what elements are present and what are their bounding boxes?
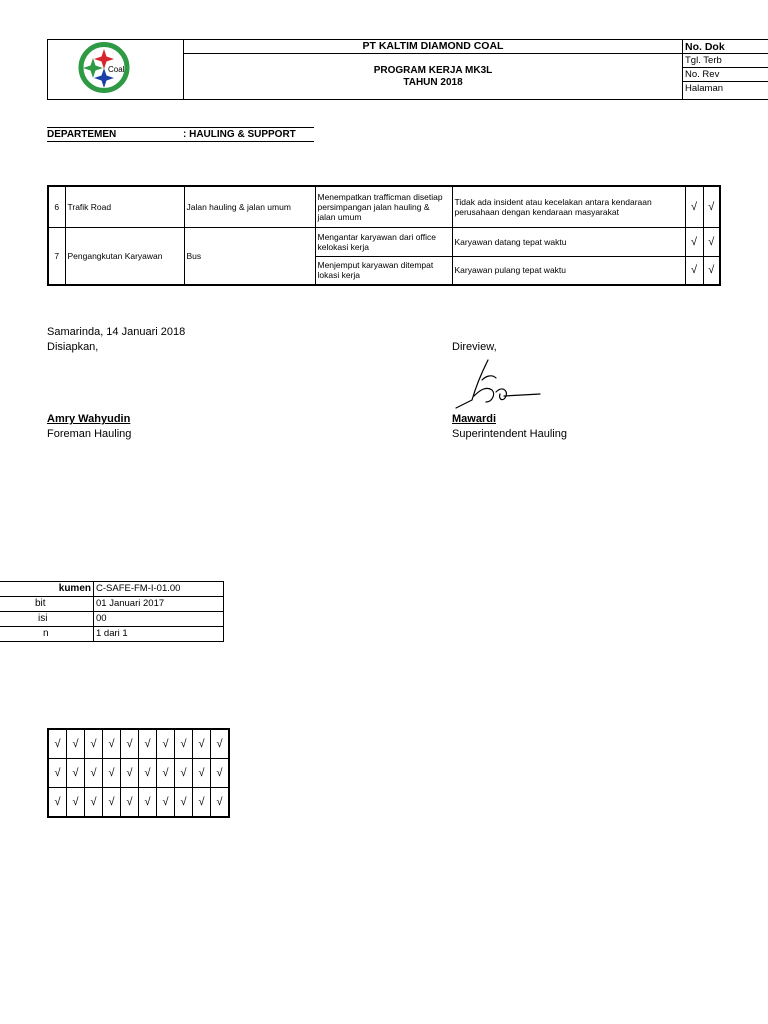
check-mark: √ (121, 729, 139, 759)
action-cell: Menempatkan trafficman disetiap persimpangan jalan hauling & jalan umum (315, 186, 452, 227)
check-mark: √ (48, 729, 67, 759)
table-row (0, 612, 224, 627)
check-mark: √ (67, 788, 85, 818)
check-mark: √ (175, 788, 193, 818)
program-title-line1: PROGRAM KERJA MK3L (373, 65, 493, 76)
table-row (48, 788, 229, 818)
document-header (47, 39, 768, 100)
target-cell: Karyawan pulang tepat waktu (452, 256, 685, 285)
table-row (48, 759, 229, 788)
doc-info-value: C-SAFE-FM-I-01.00 (94, 582, 224, 597)
check-mark: √ (157, 729, 175, 759)
logo-text: Coal (108, 65, 125, 74)
row-number: 6 (48, 186, 65, 227)
activity-cell: Pengangkutan Karyawan (65, 227, 184, 285)
doc-info-label: bit (0, 597, 94, 612)
check-mark: √ (103, 729, 121, 759)
check-mark: √ (139, 788, 157, 818)
doc-info-label: n (0, 627, 94, 642)
check-mark: √ (157, 788, 175, 818)
check-mark: √ (703, 227, 720, 256)
check-mark: √ (139, 729, 157, 759)
check-mark: √ (85, 759, 103, 788)
doc-info-value: 00 (94, 612, 224, 627)
reviewer-signature (452, 356, 544, 410)
check-mark: √ (121, 788, 139, 818)
doc-info-label: isi (0, 612, 94, 627)
preparer-name: Amry Wahyudin (47, 413, 131, 425)
check-mark: √ (211, 788, 230, 818)
check-mark: √ (121, 759, 139, 788)
check-mark: √ (48, 788, 67, 818)
check-mark: √ (685, 227, 703, 256)
check-mark: √ (139, 759, 157, 788)
place-date: Samarinda, 14 Januari 2018 (47, 326, 186, 338)
department-label: DEPARTEMEN (47, 129, 117, 140)
company-name: PT KALTIM DIAMOND COAL (184, 40, 682, 54)
reviewed-label: Direview, (452, 341, 497, 353)
check-mark: √ (685, 256, 703, 285)
doc-info-value: 1 dari 1 (94, 627, 224, 642)
location-cell: Jalan hauling & jalan umum (184, 186, 315, 227)
check-mark: √ (85, 788, 103, 818)
table-row (0, 582, 224, 597)
target-cell: Karyawan datang tepat waktu (452, 227, 685, 256)
location-cell: Bus (184, 227, 315, 285)
check-mark: √ (67, 759, 85, 788)
company-logo (48, 40, 184, 99)
check-mark: √ (85, 729, 103, 759)
check-mark: √ (211, 729, 230, 759)
document-info-table (0, 581, 224, 642)
check-mark: √ (157, 759, 175, 788)
check-grid (47, 728, 230, 818)
action-cell: Mengantar karyawan dari office kelokasi kerja (315, 227, 452, 256)
check-mark: √ (685, 186, 703, 227)
issue-date-label: Tgl. Terb (683, 54, 768, 68)
revision-label: No. Rev (683, 68, 768, 82)
document-meta-labels (682, 40, 768, 99)
preparer-title: Foreman Hauling (47, 428, 132, 440)
table-row (0, 597, 224, 612)
check-mark: √ (193, 788, 211, 818)
reviewer-title: Superintendent Hauling (452, 428, 567, 440)
doc-number-label: No. Dok (683, 40, 768, 54)
department-line (47, 127, 314, 142)
check-mark: √ (103, 788, 121, 818)
program-title (184, 54, 682, 99)
check-mark: √ (48, 759, 67, 788)
check-mark: √ (67, 729, 85, 759)
department-value: : HAULING & SUPPORT (183, 129, 296, 140)
row-number: 7 (48, 227, 65, 285)
table-row (0, 627, 224, 642)
program-title-line2: TAHUN 2018 (403, 77, 463, 88)
check-mark: √ (175, 729, 193, 759)
page-label: Halaman (685, 83, 724, 94)
check-mark: √ (703, 186, 720, 227)
target-cell: Tidak ada insident atau kecelakan antara kendaraan perusahaan dengan kendaraan masyarakat (452, 186, 685, 227)
check-mark: √ (193, 759, 211, 788)
check-mark: √ (703, 256, 720, 285)
check-mark: √ (211, 759, 230, 788)
prepared-label: Disiapkan, (47, 341, 99, 353)
check-mark: √ (103, 759, 121, 788)
check-mark: √ (175, 759, 193, 788)
action-cell: Menjemput karyawan ditempat lokasi kerja (315, 256, 452, 285)
check-mark: √ (193, 729, 211, 759)
doc-info-value: 01 Januari 2017 (94, 597, 224, 612)
company-logo-cell (48, 40, 184, 99)
table-row (48, 186, 720, 227)
table-row (48, 729, 229, 759)
activity-cell: Trafik Road (65, 186, 184, 227)
table-row (48, 227, 720, 256)
program-table (47, 185, 721, 286)
reviewer-name: Mawardi (452, 413, 497, 425)
doc-info-label: kumen (0, 582, 94, 597)
